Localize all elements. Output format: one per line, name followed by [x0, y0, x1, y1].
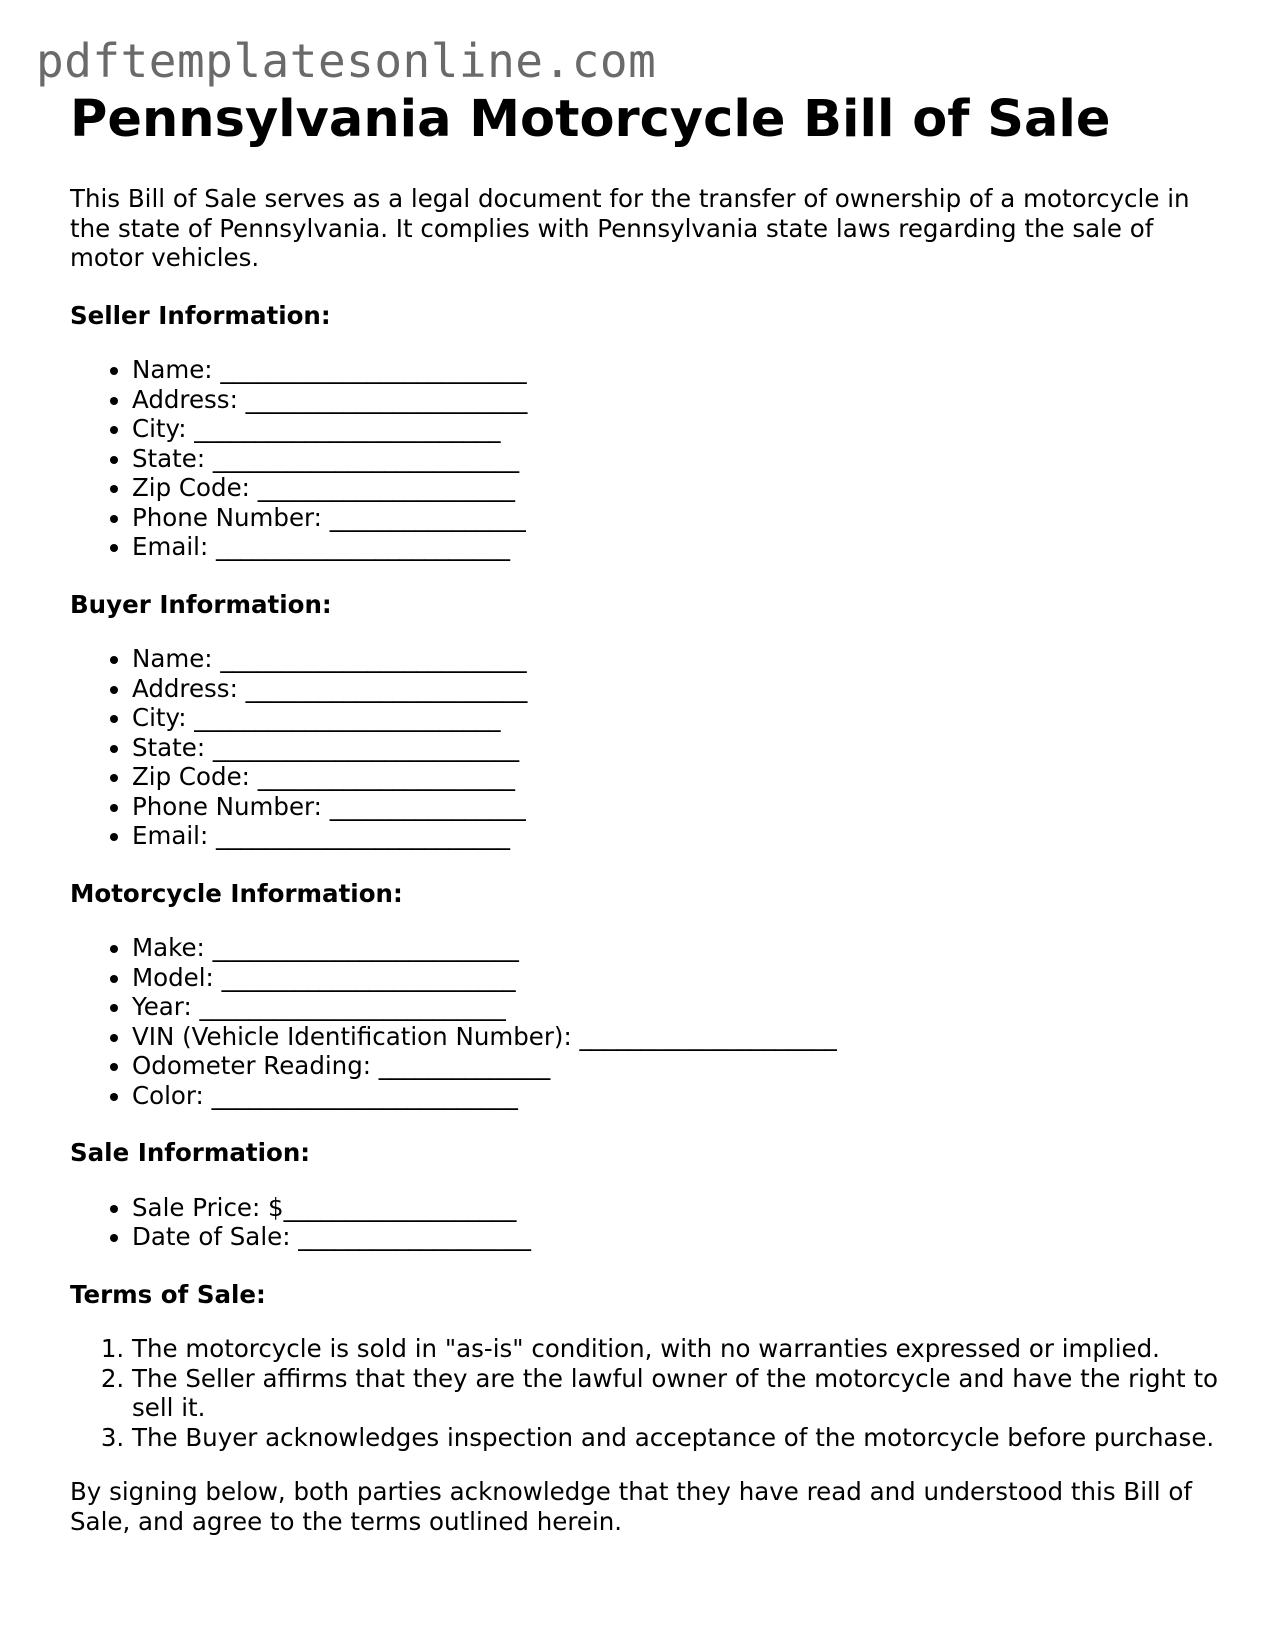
motorcycle-vin-field: • VIN (Vehicle Identification Number): _____________________ [132, 1022, 1220, 1052]
seller-name-field: • Name: _________________________ [132, 355, 1220, 385]
sale-heading: Sale Information: [70, 1138, 311, 1167]
sale-price-field: • Sale Price: $___________________ [132, 1193, 1220, 1223]
buyer-zip-field: • Zip Code: _____________________ [132, 762, 1220, 792]
page-title: Pennsylvania Motorcycle Bill of Sale [70, 90, 1111, 149]
seller-phone-field: • Phone Number: ________________ [132, 503, 1220, 533]
motorcycle-year-field: • Year: _________________________ [132, 992, 1220, 1022]
seller-city-field: • City: _________________________ [132, 414, 1220, 444]
terms-list [70, 1334, 1220, 1452]
document-body [70, 88, 1220, 1536]
motorcycle-model-field: • Model: ________________________ [132, 963, 1220, 993]
terms-item: 2. The Seller affirms that they are the lawful owner of the motorcycle and have the right to sell it. [132, 1364, 1220, 1423]
buyer-list [70, 644, 1220, 851]
sale-date-field: • Date of Sale: ___________________ [132, 1222, 1220, 1252]
buyer-heading: Buyer Information: [70, 589, 332, 619]
buyer-state-field: • State: _________________________ [132, 733, 1220, 763]
terms-item: 3. The Buyer acknowledges inspection and acceptance of the motorcycle before purchase. [132, 1423, 1220, 1453]
seller-state-field: • State: _________________________ [132, 444, 1220, 474]
motorcycle-list [70, 933, 1220, 1110]
buyer-city-field: • City: _________________________ [132, 703, 1220, 733]
motorcycle-heading: Motorcycle Information: [70, 878, 403, 908]
seller-email-field: • Email: ________________________ [132, 532, 1220, 562]
buyer-name-field: • Name: _________________________ [132, 644, 1220, 674]
motorcycle-make-field: • Make: _________________________ [132, 933, 1220, 963]
motorcycle-odometer-field: • Odometer Reading: ______________ [132, 1051, 1220, 1081]
seller-address-field: • Address: _______________________ [132, 385, 1220, 415]
sale-list [70, 1193, 1220, 1252]
seller-heading: Seller Information: [70, 300, 331, 330]
watermark-text: pdftemplatesonline.com [36, 34, 657, 88]
buyer-phone-field: • Phone Number: ________________ [132, 792, 1220, 822]
motorcycle-color-field: • Color: _________________________ [132, 1081, 1220, 1111]
terms-item: 1. The motorcycle is sold in "as-is" condition, with no warranties expressed or implied. [132, 1334, 1220, 1364]
closing-paragraph: By signing below, both parties acknowledge that they have read and understood this Bill of Sale, and agree to the terms outlined herein. [70, 1477, 1193, 1536]
buyer-address-field: • Address: _______________________ [132, 674, 1220, 704]
terms-heading: Terms of Sale: [70, 1279, 266, 1309]
seller-list [70, 355, 1220, 562]
buyer-email-field: • Email: ________________________ [132, 821, 1220, 851]
intro-paragraph: This Bill of Sale serves as a legal document for the transfer of ownership of a motorcycle in the state of Pennsylvania. It complies with Pennsylvania state laws regarding the sale of motor vehicles. [70, 184, 1190, 272]
seller-zip-field: • Zip Code: _____________________ [132, 473, 1220, 503]
